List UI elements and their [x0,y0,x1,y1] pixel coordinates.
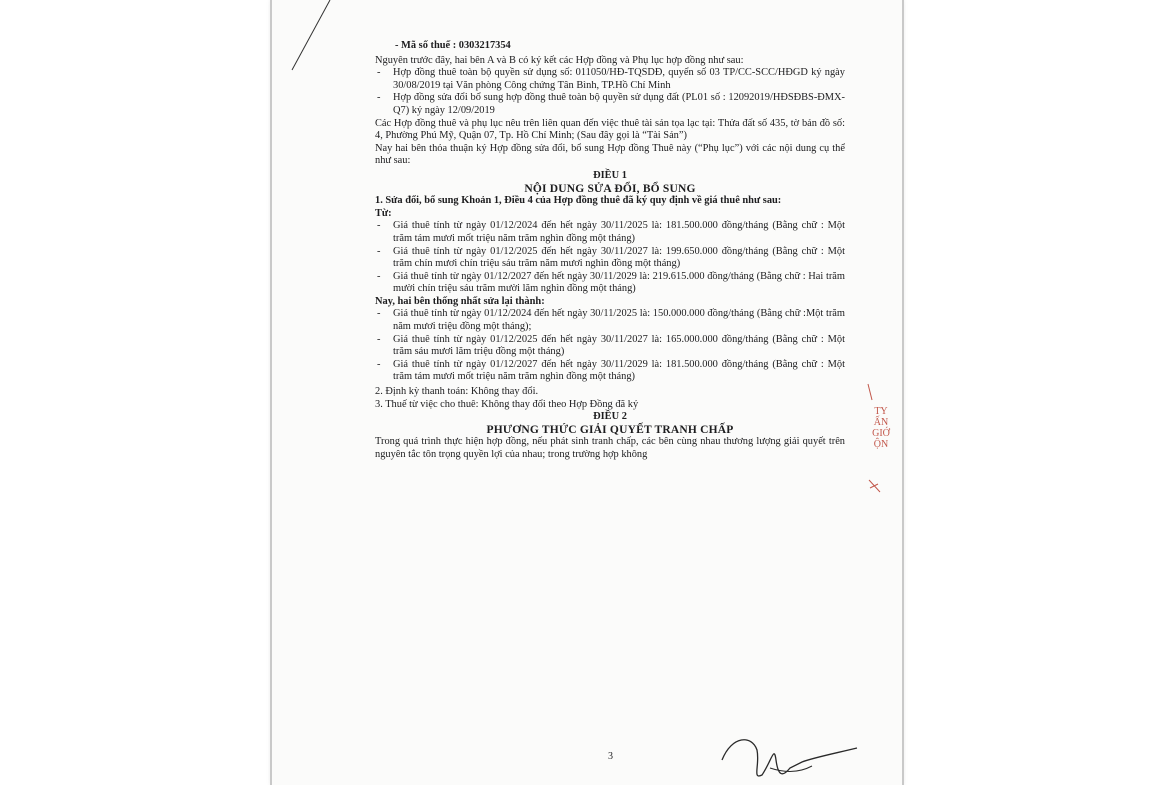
article1-number: ĐIỀU 1 [593,169,627,181]
new-rent-item: - Giá thuê tính từ ngày 01/12/2024 đến hết ngày 30/11/2025 là: 150.000.000 đồng/tháng (Bằng chữ :Một trăm năm mươi triệu đồng một tháng); [377,308,845,333]
agreement-text: Nay hai bên thỏa thuận ký Hợp đồng sửa đổi, bổ sung Hợp đồng Thuê này (“Phụ lục”) với các nội dung cụ thể như sau: [375,142,845,167]
stamp-text: GIỚ [872,428,890,439]
page-number: 3 [608,751,613,762]
prior-contract-item: - Hợp đồng sửa đổi bổ sung hợp đồng thuê toàn bộ quyền sử dụng đất (PL01 số : 12092019/HĐSĐBS-ĐMX-Q7) ký ngày 12/09/2019 [377,92,845,116]
stamp-text: TY [874,406,888,417]
corner-fold-line [272,0,352,80]
stamp-text: ẤN [873,417,889,428]
article1-title: NỘI DUNG SỬA ĐỔI, BỔ SUNG [524,182,696,195]
document-body [375,40,845,462]
tax-code: - Mã số thuế : 0303217354 [395,40,511,51]
old-rent-item: - Giá thuê tính từ ngày 01/12/2025 đến hết ngày 30/11/2027 là: 199.650.000 đồng/tháng (Bằng chữ : Một trăm chín mươi chín triệu sáu trăm năm mươi nghìn đồng một tháng) [377,245,845,270]
stamp-text: ỘN [873,439,889,450]
article2-number: ĐIỀU 2 [593,411,627,423]
article2-text: Trong quá trình thực hiện hợp đồng, nếu phát sinh tranh chấp, các bên cùng nhau thương lượng giải quyết trên nguyên tắc tôn trọng quyền lợi của nhau; trong trường hợp không [375,436,845,460]
prior-contract-item: - Hợp đồng thuê toàn bộ quyền sử dụng số: 011050/HĐ-TQSDĐ, quyển số 03 TP/CC-SCC/HĐGD ký ngày 30/08/2019 tại Văn phòng Công chứng Tân Bình, TP.Hồ Chí Minh [377,67,845,91]
clause1-text: 1. Sửa đổi, bổ sung Khoản 1, Điều 4 của Hợp đồng thuê đã ký quy định về giá thuê như sau: [375,195,782,207]
document-page [270,0,904,785]
intro-text: Nguyên trước đây, hai bên A và B có ký kết các Hợp đồng và Phụ lục hợp đồng như sau: [375,54,744,66]
stamp-edge [866,380,896,500]
old-rent-item: - Giá thuê tính từ ngày 01/12/2024 đến hết ngày 30/11/2025 là: 181.500.000 đồng/tháng (Bằng chữ : Một trăm tám mươi mốt triệu năm trăm nghìn đồng một tháng) [377,220,845,244]
clause3-text: 3. Thuế từ việc cho thuê: Không thay đổi theo Hợp Đồng đã ký [375,398,639,410]
clause2-text: 2. Định kỳ thanh toán: Không thay đổi. [375,386,539,398]
new-rent-item: - Giá thuê tính từ ngày 01/12/2025 đến hết ngày 30/11/2027 là: 165.000.000 đồng/tháng (Bằng chữ : Một trăm sáu mươi lăm triệu đồng một tháng) [377,333,845,358]
article2-title: PHƯƠNG THỨC GIẢI QUYẾT TRANH CHẤP [486,423,734,436]
company-stamp-fragment [866,380,896,500]
to-label: Nay, hai bên thống nhất sửa lại thành: [375,295,545,307]
signature [712,730,862,785]
property-text: Các Hợp đồng thuê và phụ lục nêu trên liên quan đến việc thuê tài sản tọa lạc tại: Thửa đất số 435, tờ bản đồ số: 4, Phường Phú Mỹ, Quận 07, Tp. Hồ Chí Minh; (Sau đây gọi là “Tài Sản”) [375,117,845,142]
new-rent-item: - Giá thuê tính từ ngày 01/12/2027 đến hết ngày 30/11/2029 là: 181.500.000 đồng/tháng (Bằng chữ : Một trăm tám mươi mốt triệu năm trăm nghìn đồng một tháng) [377,358,845,383]
from-label: Từ: [375,207,392,219]
old-rent-item: - Giá thuê tính từ ngày 01/12/2027 đến hết ngày 30/11/2029 là: 219.615.000 đồng/tháng (Bằng chữ : Hai trăm mười chín triệu sáu trăm mười lăm nghìn đồng một tháng) [377,270,845,295]
